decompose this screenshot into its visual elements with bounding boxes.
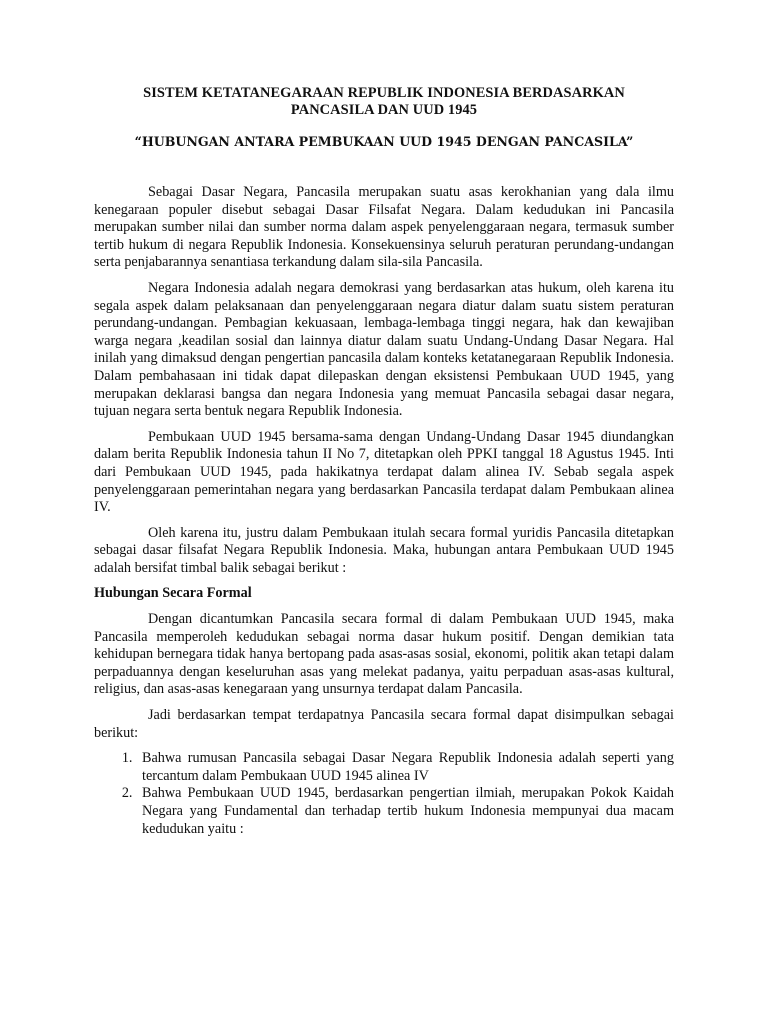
paragraph-2: Negara Indonesia adalah negara demokrasi yang berdasarkan atas hukum, oleh karena itu segala aspek dalam pelaksanaan dan penyelenggaraan negara diatur dalam suatu sistem peraturan perundang-undangan. Pembagian kekuasaan, lembaga-lembaga tinggi negara, hak dan kewajiban warga negara ,keadilan sosial dan lainnya diatur dalam suatu Undang-Undang Dasar Negara. Hal inilah yang dimaksud dengan pengertian pancasila dalam konteks ketatanegaraan Republik Indonesia. Dalam pembahasaan ini tidak dapat dilepaskan dengan eksistensi Pembukaan UUD 1945, yang merupakan deklarasi bangsa dan negara Indonesia yang memuat Pancasila sebagai dasar negara, tujuan negara serta bentuk negara Republik Indonesia. (94, 279, 674, 420)
document-subtitle: “HUBUNGAN ANTARA PEMBUKAAN UUD 1945 DENGAN PANCASILA” (134, 134, 634, 149)
section-paragraph-2: Jadi berdasarkan tempat terdapatnya Pancasila secara formal dapat disimpulkan sebagai berikut: (94, 707, 674, 741)
list-item: 1. Bahwa rumusan Pancasila sebagai Dasar Negara Republik Indonesia adalah seperti yang tercantum dalam Pembukaan UUD 1945 alinea IV (136, 750, 674, 785)
paragraph-1: Sebagai Dasar Negara, Pancasila merupakan suatu asas kerokhanian yang dala ilmu kenegaraan populer disebut sebagai Dasar Filsafat Negara. Dalam kedudukan ini Pancasila merupakan sumber nilai dan sumber norma dalam aspek penyelenggaraan negara, termasuk sumber tertib hukum di negara Republik Indonesia. Konsekuensinya seluruh peraturan perundang-undangan serta penjabarannya senantiasa terkandung dalam sila-sila Pancasila. (94, 184, 674, 271)
section-heading: Hubungan Secara Formal (94, 585, 252, 602)
section-paragraph-1: Dengan dicantumkan Pancasila secara formal di dalam Pembukaan UUD 1945, maka Pancasila memperoleh kedudukan sebagai norma dasar hukum positif. Dengan demikian tata kehidupan bernegara tidak hanya bertopang pada asas-asas sosial, ekonomi, politik akan tetapi dalam perpaduannya dengan keseluruhan asas yang melekat padanya, yaitu perpaduan asas-asas kultural, religius, dan asas-asas kenegaraan yang unsurnya terdapat dalam Pancasila. (94, 611, 674, 698)
paragraph-3: Pembukaan UUD 1945 bersama-sama dengan Undang-Undang Dasar 1945 diundangkan dalam berita Republik Indonesia tahun II No 7, ditetapkan oleh PPKI tanggal 18 Agustus 1945. Inti dari Pembukaan UUD 1945, pada hakikatnya terdapat dalam alinea IV. Sebab segala aspek penyelenggaraan pemerintahan negara yang berdasarkan Pancasila terdapat dalam Pembukaan alinea IV. (94, 428, 674, 516)
document-title (94, 85, 674, 119)
list-item: 2. Bahwa Pembukaan UUD 1945, berdasarkan pengertian ilmiah, merupakan Pokok Kaidah Negara yang Fundamental dan terhadap tertib hukum Indonesia mempunyai dua macam kedudukan yaitu : (136, 785, 674, 838)
title-line-1: SISTEM KETATANEGARAAN REPUBLIK INDONESIA BERDASARKAN (143, 85, 625, 101)
title-line-2: PANCASILA DAN UUD 1945 (290, 102, 478, 118)
numbered-list (94, 750, 674, 838)
document-body (94, 184, 674, 838)
paragraph-4: Oleh karena itu, justru dalam Pembukaan itulah secara formal yuridis Pancasila ditetapkan sebagai dasar filsafat Negara Republik Indonesia. Maka, hubungan antara Pembukaan UUD 1945 adalah bersifat timbal balik sebagai berikut : (94, 524, 674, 576)
